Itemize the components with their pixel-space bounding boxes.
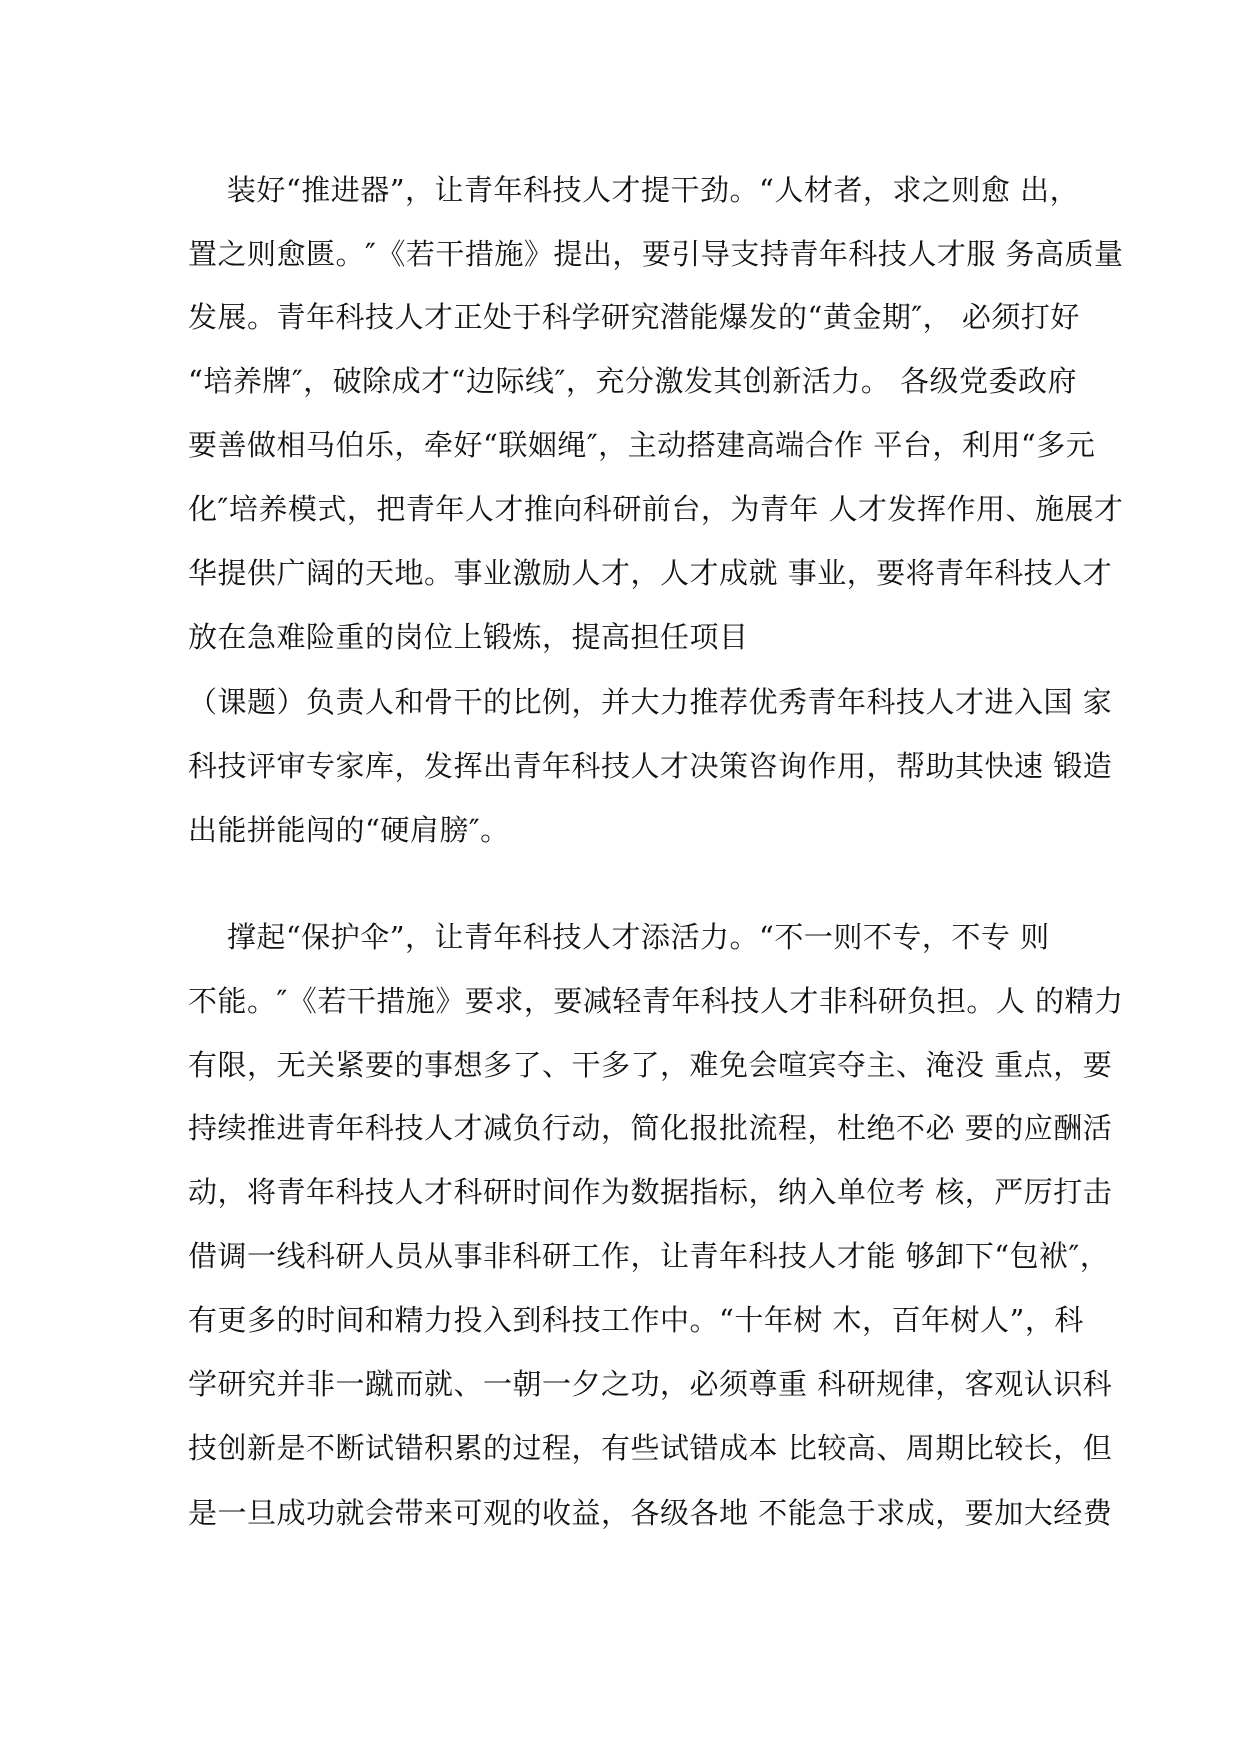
paragraph-line: 要善做相马伯乐，牵好“联姻绳″，主动搭建高端合作 平台，利用“多元 bbox=[188, 428, 1096, 462]
paragraph-line: 出能拼能闯的“硬肩膀″。 bbox=[188, 813, 510, 847]
paragraph-line: 化″培养模式，把青年人才推向科研前台，为青年 人才发挥作用、施展才 bbox=[188, 492, 1124, 526]
paragraph-line: 科技评审专家库，发挥出青年科技人才决策咨询作用，帮助其快速 锻造 bbox=[188, 749, 1113, 783]
paragraph-line: 发展。青年科技人才正处于科学研究潜能爆发的“黄金期″， 必须打好 bbox=[188, 300, 1080, 334]
paragraph-line: 不能。″《若干措施》要求，要减轻青年科技人才非科研负担。人 的精力 bbox=[188, 984, 1124, 1018]
paragraph-line: 撑起“保护伞”，让青年科技人才添活力。“不一则不专，不专 则 bbox=[188, 920, 1050, 954]
paragraph-line: 华提供广阔的天地。事业激励人才，人才成就 事业，要将青年科技人才 bbox=[188, 556, 1113, 590]
paragraph-line: 技创新是不断试错积累的过程，有些试错成本 比较高、周期比较长，但 bbox=[188, 1431, 1113, 1465]
paragraph-line: 动，将青年科技人才科研时间作为数据指标，纳入单位考 核，严厉打击 bbox=[188, 1175, 1113, 1209]
paragraph-line: 装好“推进器”，让青年科技人才提干劲。“人材者，求之则愈 出， bbox=[188, 173, 1080, 207]
paragraph-line: 有更多的时间和精力投入到科技工作中。“十年树 木，百年树人”，科 bbox=[188, 1303, 1084, 1337]
paragraph-line: 置之则愈匮。″《若干措施》提出，要引导支持青年科技人才服 务高质量 bbox=[188, 237, 1124, 271]
paragraph-line: 是一旦成功就会带来可观的收益，各级各地 不能急于求成，要加大经费 bbox=[188, 1496, 1113, 1530]
paragraph-line: 学研究并非一蹴而就、一朝一夕之功，必须尊重 科研规律，客观认识科 bbox=[188, 1367, 1113, 1401]
paragraph-line: 借调一线科研人员从事非科研工作，让青年科技人才能 够卸下“包袱″， bbox=[188, 1239, 1110, 1273]
paragraph-line: “培养牌″，破除成才“边际线″，充分激发其创新活力。 各级党委政府 bbox=[188, 364, 1078, 398]
paragraph-line: 持续推进青年科技人才减负行动，简化报批流程，杜绝不必 要的应酬活 bbox=[188, 1111, 1113, 1145]
paragraph-line: 放在急难险重的岗位上锻炼，提高担任项目 bbox=[188, 620, 749, 654]
paragraph-line: 有限，无关紧要的事想多了、干多了，难免会喧宾夺主、淹没 重点，要 bbox=[188, 1048, 1113, 1082]
paragraph-line: （课题）负责人和骨干的比例，并大力推荐优秀青年科技人才进入国 家 bbox=[188, 685, 1113, 719]
